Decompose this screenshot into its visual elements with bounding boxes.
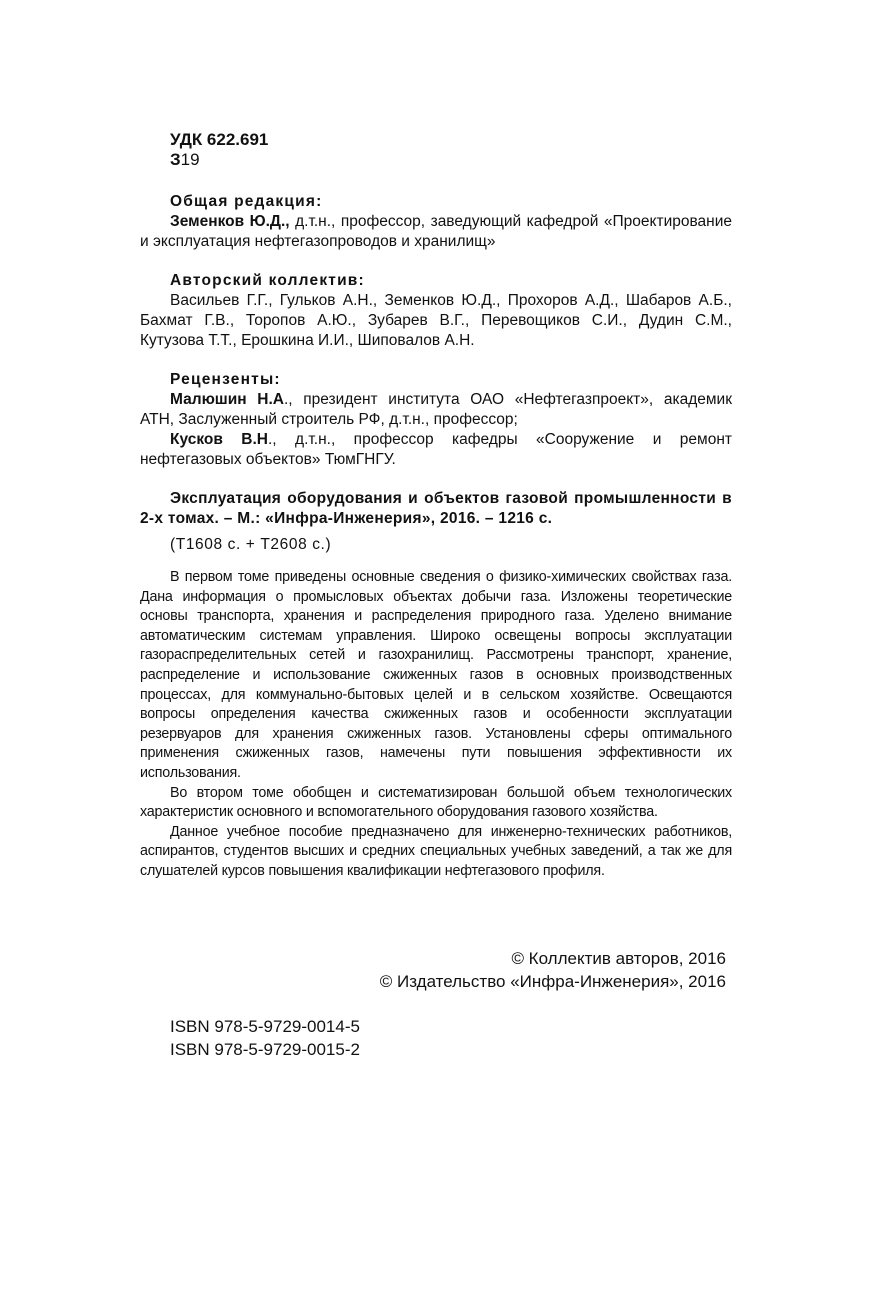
authors-heading: Авторский коллектив: bbox=[170, 272, 365, 289]
editor-text bbox=[140, 212, 732, 252]
copyright-authors: © Коллектив авторов, 2016 bbox=[511, 948, 726, 968]
bbk-letter: З bbox=[170, 150, 181, 169]
reviewers-heading: Рецензенты: bbox=[170, 371, 281, 388]
imprint-page bbox=[140, 130, 732, 1061]
book-title: Эксплуатация оборудования и объектов газовой промышленности в 2-х томах. – М.: «Инфра-Инженерия», 2016. – 1216 с. bbox=[140, 490, 732, 527]
reviewer-2-desc: ., д.т.н., профессор кафедры «Сооружение и ремонт нефтегазовых объектов» ТюмГНГУ. bbox=[140, 431, 732, 468]
isbn-1: ISBN 978-5-9729-0014-5 bbox=[170, 1016, 360, 1036]
udk-code: УДК 622.691 bbox=[170, 130, 269, 149]
bbk-code bbox=[140, 150, 732, 170]
reviewer-2-name: Кусков В.Н bbox=[170, 431, 268, 448]
authors-list: Васильев Г.Г., Гульков А.Н., Земенков Ю.Д., Прохоров А.Д., Шабаров А.Б., Бахмат Г.В., Торопов А.Ю., Зубарев В.Г., Перевощиков С.И., Дудин С.М., Кутузова Т.Т., Ерошкина И.И., Шиповалов А.Н. bbox=[140, 292, 732, 349]
bbk-number: 19 bbox=[180, 150, 200, 169]
volumes-pages: (Т1608 с. + Т2608 с.) bbox=[170, 536, 332, 553]
reviewer-2 bbox=[140, 430, 732, 470]
annotation-paragraph-3: Данное учебное пособие предназначено для инженерно-технических работников, аспирантов, студентов высших и средних специальных учебных заведений, а так же для слушателей курсов повышения квалификации нефтегазового профиля. bbox=[140, 823, 732, 879]
annotation-paragraph-2: Во втором томе обобщен и систематизирован большой объем технологических характеристик основного и вспомогательного оборудования газового хозяйства. bbox=[140, 784, 732, 821]
reviewer-1-desc: ., президент института ОАО «Нефтегазпроект», академик АТН, Заслуженный строитель РФ, д.т.н., профессор; bbox=[140, 391, 732, 428]
editor-name: Земенков Ю.Д., bbox=[170, 213, 290, 230]
editor-heading: Общая редакция: bbox=[170, 193, 323, 210]
reviewer-1-name: Малюшин Н.А bbox=[170, 391, 284, 408]
copyright-publisher: © Издательство «Инфра-Инженерия», 2016 bbox=[379, 971, 726, 991]
isbn-2: ISBN 978-5-9729-0015-2 bbox=[170, 1039, 360, 1059]
annotation-paragraph-1: В первом томе приведены основные сведения о физико-химических свойствах газа. Дана информация о промысловых объектах добычи газа. Изложены теоретические основы транспорта, хранения и распределения природного газа. Уделено внимание автоматическим системам управления. Широко освещены вопросы эксплуатации газораспределительных сетей и газохранилищ. Рассмотрены транспорт, хранение, распределение и использование сжиженных газов в основных производственных процессах, для коммунально-бытовых целей и в сельском хозяйстве. Освещаются вопросы определения качества сжиженных газов и особенности эксплуатации резервуаров для хранения сжиженных газов. Установлены сферы оптимального применения сжиженных газов, намечены пути повышения эффективности их использования. bbox=[140, 569, 732, 781]
reviewer-1 bbox=[140, 390, 732, 430]
editor-desc: д.т.н., профессор, заведующий кафедрой «Проектирование и эксплуатация нефтегазопроводов и хранилищ» bbox=[140, 213, 732, 250]
